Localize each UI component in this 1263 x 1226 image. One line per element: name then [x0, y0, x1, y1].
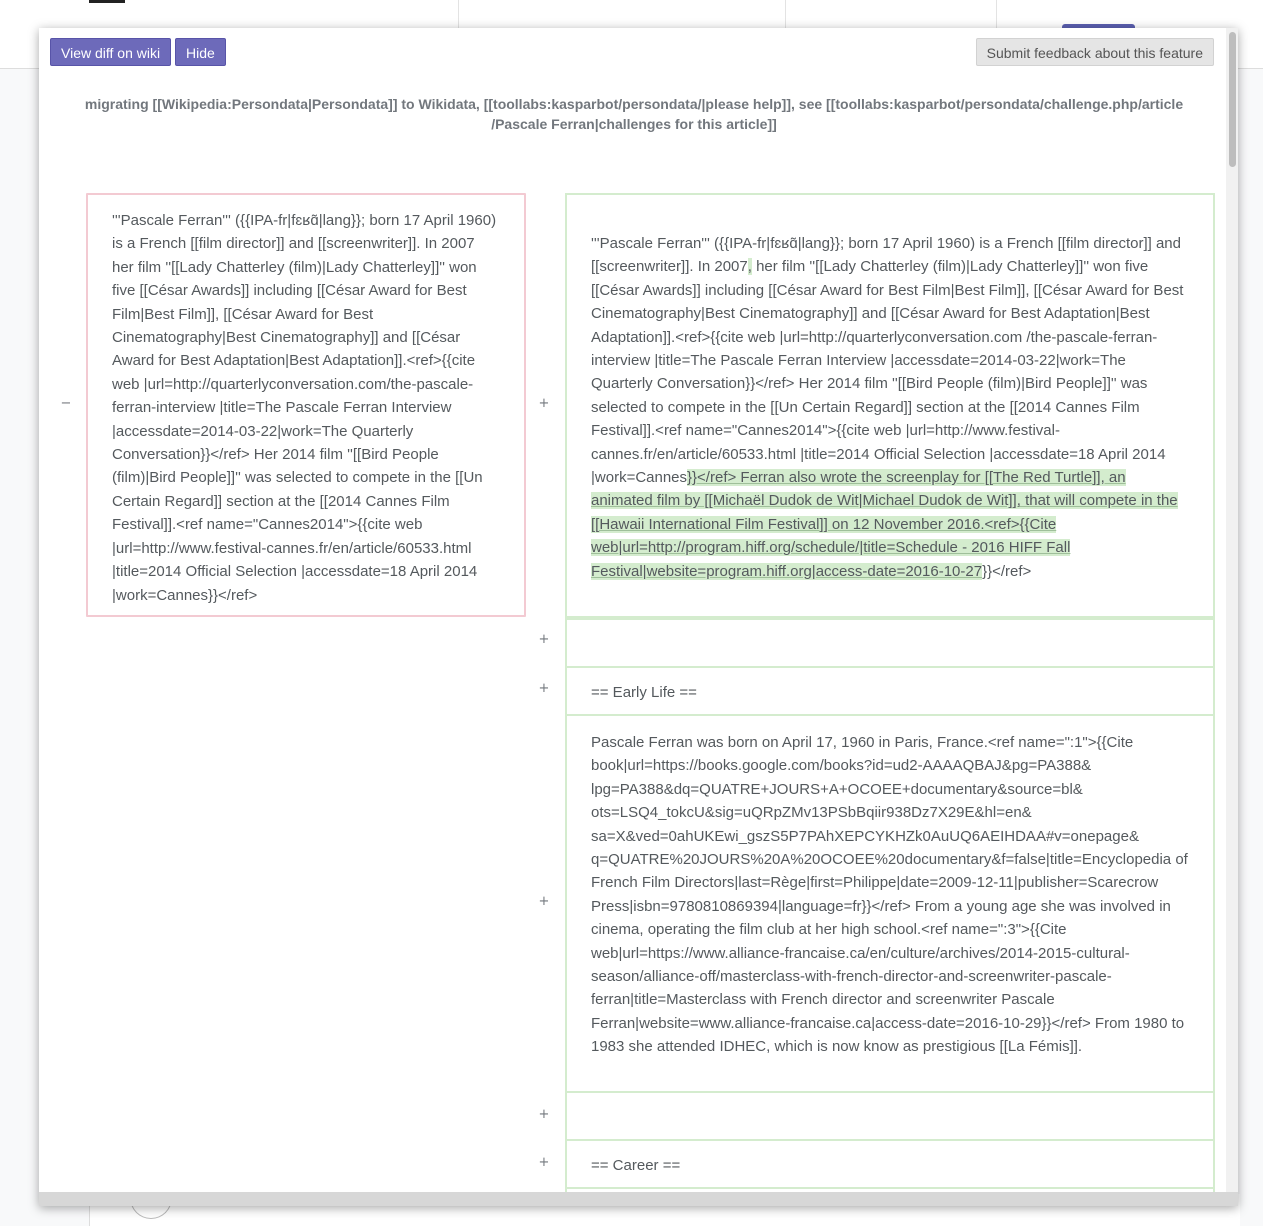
edit-summary-line: /Pascale Ferran|challenges for this article]] [491, 116, 777, 132]
added-line-text: '''Pascale Ferran''' ({{IPA-fr|fɛʁɑ̃|lang}}; born 17 April 1960) is a French [[film director]] and [[screenwriter]]. In 2007 [591, 235, 1181, 276]
added-line-text: }}</ref> [982, 562, 1032, 580]
added-line [565, 618, 1215, 668]
horizontal-scrollbar[interactable] [39, 1192, 1238, 1206]
added-line [565, 193, 1215, 618]
vertical-scrollbar[interactable] [1226, 28, 1238, 1192]
added-line [565, 714, 1215, 1093]
plus-marker: + [538, 1155, 550, 1170]
diff-dialog [39, 28, 1238, 1206]
added-inline-change: }}</ref> Ferran also wrote the screenplay for [[The Red Turtle]], an animated film by [[Michaël Dudok de Wit|Michael Dudok de Wit]], that will compete in the [[Hawaii International Film Festival]] on 12 November 2016.<ref>{{Cite web|url=http://program.hiff.org/schedule/|title=Schedule - 2016 HIFF Fall Festival|website=program.hiff.org|access-date=2016-10-27 [591, 469, 1178, 580]
plus-marker: + [538, 894, 550, 909]
added-line-text: == Early Life == [591, 684, 697, 701]
edit-summary-line: migrating [[Wikipedia:Persondata|Persondata]] to Wikidata, [[toollabs:kasparbot/persondata/|please help]], see [[toollabs:kasparbot/persondata/challenge.php/article [84, 96, 1184, 112]
added-inline-change: , [747, 258, 752, 276]
minus-marker: − [60, 396, 72, 411]
added-line-text: Pascale Ferran was born on April 17, 1960 in Paris, France.<ref name=":1">{{Cite book|url=https://books.google.com/books?id=ud2-AAAAQBAJ&pg=PA388& lpg=PA388&dq=QUATRE+JOURS+A+OCOEE+documentary&source=bl& ots=LSQ4_tokcU&sig=uQRpZMv13PSbBqiir938Dz7X29E&hl=en& sa=X&ved=0ahUKEwi_gszS5P7PAhXEPCYKHZk0AuUQ6AEIHDAA#v=onepage& q=QUATRE%20JOURS%20A%20OCOEE%20documentary&f=false|title=Encyclopedia of French Film Directors|last=Rège|first=Philippe|date=2009-12-11|publisher=Scarecrow Press|isbn=9780810869394|language=fr}}</ref> From a young age she was involved in cinema, operating the film club at her high school.<ref name=":3">{{Cite web|url=https://www.alliance-francaise.ca/en/culture/archives/2014-2015-cultural-season/alliance-off/masterclass-with-french-director-and-screenwriter-pascale-ferran|title=Masterclass with French director and screenwriter Pascale Ferran|website=www.alliance-francaise.ca|access-date=2016-10-29}}</ref> From 1980 to 1983 she attended IDHEC, which is now know as prestigious [[La Fémis]]. [591, 734, 1188, 1056]
added-line-text: == Career == [591, 1157, 681, 1174]
added-line [565, 666, 1215, 716]
background-logo [89, 0, 125, 3]
added-line [565, 1091, 1215, 1141]
plus-marker: + [538, 632, 550, 647]
deleted-line [86, 193, 526, 617]
view-diff-on-wiki-button[interactable]: View diff on wiki [50, 38, 171, 66]
added-line-text: her film ''[[Lady Chatterley (film)|Lady Chatterley]]'' won five [[César Awards]] including [[César Award for Best Film|Best Film]], [[César Award for Best Cinematography|Best Cinematography]] and [[César Award for Best Adaptation|Best Adaptation]].<ref>{{cite web |url=http://quarterlyconversation.com /the-pascale-ferran-interview |title=The Pascale Ferran Interview |accessdate=2014-03-22|work=The Quarterly Conversation}}</ref> Her 2014 film ''[[Bird People (film)|Bird People]]'' was selected to compete in the [[Un Certain Regard]] section at the [[2014 Cannes Film Festival]].<ref name="Cannes2014">{{cite web |url=http://www.festival-cannes.fr/en/article/60533.html |title=2014 Official Selection |accessdate=18 April 2014 |work=Cannes [591, 258, 1184, 487]
plus-marker: + [538, 396, 550, 411]
plus-marker: + [538, 1107, 550, 1122]
submit-feedback-button[interactable]: Submit feedback about this feature [976, 38, 1214, 66]
deleted-line-text: '''Pascale Ferran''' ({{IPA-fr|fɛʁɑ̃|lang}}; born 17 April 1960) is a French [[film director]] and [[screenwriter]]. In 2007 her film ''[[Lady Chatterley (film)|Lady Chatterley]]'' won five [[César Awards]] including [[César Award for Best Film|Best Film]], [[César Award for Best Cinematography|Best Cinematography]] and [[César Award for Best Adaptation|Best Adaptation]].<ref>{{cite web |url=http://quarterlyconversation.com/the-pascale-ferran-interview |title=The Pascale Ferran Interview |accessdate=2014-03-22|work=The Quarterly Conversation}}</ref> Her 2014 film ''[[Bird People (film)|Bird People]]'' was selected to compete in the [[Un Certain Regard]] section at the [[2014 Cannes Film Festival]].<ref name="Cannes2014">{{cite web |url=http://www.festival-cannes.fr/en/article/60533.html |title=2014 Official Selection |accessdate=18 April 2014 |work=Cannes}}</ref> [112, 212, 497, 604]
scrollbar-thumb[interactable] [1229, 32, 1236, 167]
hide-button[interactable]: Hide [175, 38, 226, 66]
added-line [565, 1139, 1215, 1189]
plus-marker: + [538, 681, 550, 696]
edit-summary [79, 94, 1189, 134]
